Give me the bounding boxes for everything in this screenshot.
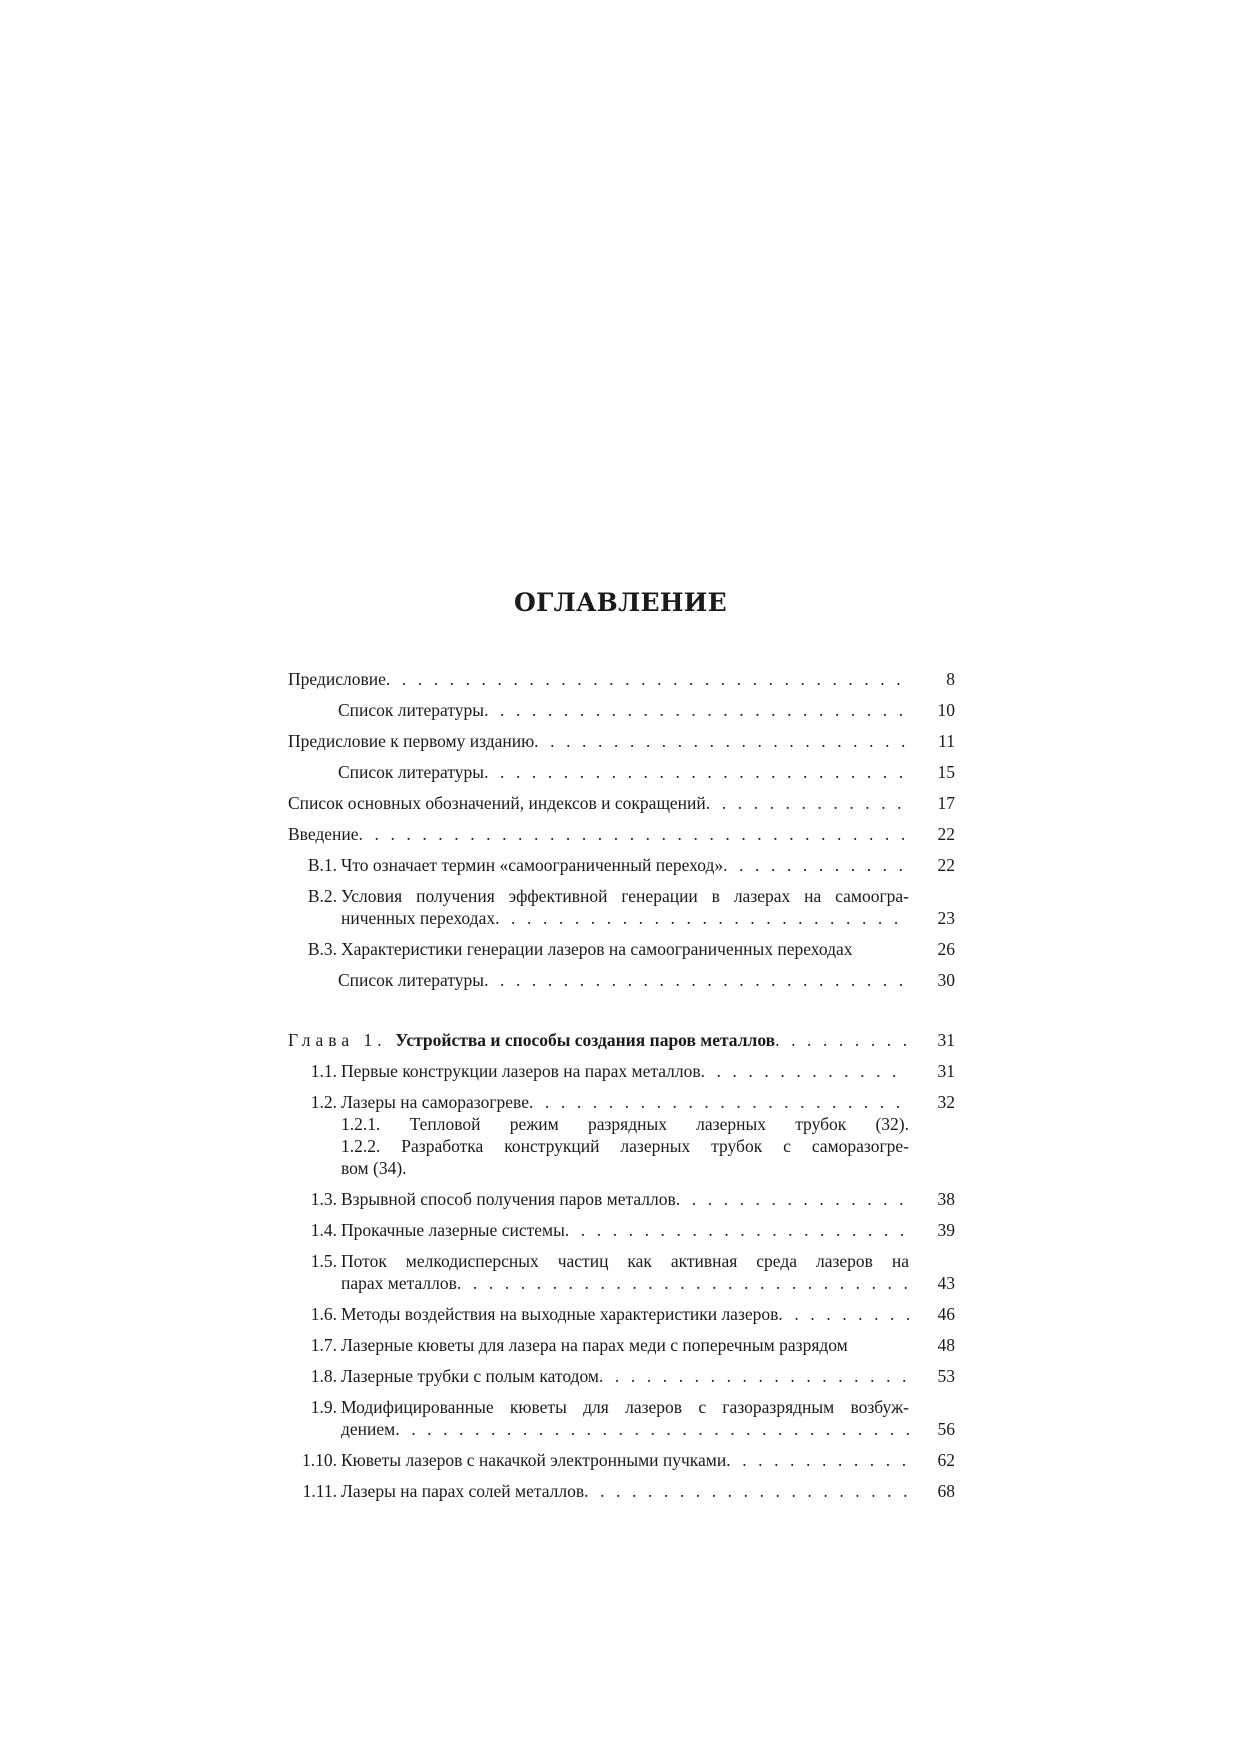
toc-page-number: 15 bbox=[937, 762, 955, 782]
dot-leader bbox=[495, 907, 909, 929]
section-number: 1.5. bbox=[310, 1251, 337, 1271]
toc-entry-1-9[interactable] bbox=[288, 1396, 955, 1440]
dot-leader bbox=[386, 668, 909, 690]
toc-page-number: 48 bbox=[937, 1335, 955, 1355]
toc-entry-label: Предисловие к первому изданию bbox=[288, 731, 535, 751]
toc-page-number: 46 bbox=[937, 1304, 955, 1324]
toc-entry-1-5[interactable] bbox=[288, 1250, 955, 1294]
section-number: 1.6. bbox=[310, 1304, 337, 1324]
toc-entry-references-2[interactable] bbox=[288, 761, 955, 783]
toc-entry-label: Кюветы лазеров с накачкой электронными пучками bbox=[341, 1450, 727, 1470]
toc-entry-introduction[interactable] bbox=[288, 823, 955, 845]
toc-entry-label: Поток мелкодисперсных частиц как активная среда лазеров на bbox=[341, 1251, 909, 1271]
dot-leader bbox=[701, 1060, 909, 1082]
section-number: 1.1. bbox=[310, 1061, 337, 1081]
subsection-1-2-2-continued: вом (34). bbox=[341, 1158, 407, 1178]
toc-entry-preface-first-edition[interactable] bbox=[288, 730, 955, 752]
toc-entry-1-10[interactable] bbox=[288, 1449, 955, 1471]
toc-page-number: 53 bbox=[937, 1366, 955, 1386]
toc-page-number: 31 bbox=[937, 1061, 955, 1081]
toc-entry-label: Взрывной способ получения паров металлов bbox=[341, 1189, 676, 1209]
dot-leader bbox=[775, 1029, 909, 1051]
toc-entry-label: Лазерные трубки с полым катодом bbox=[341, 1366, 599, 1386]
section-number: 1.11. bbox=[302, 1481, 337, 1501]
toc-entry-label-continued: дением bbox=[341, 1419, 396, 1439]
toc-entry-label: Лазеры на парах солей металлов bbox=[341, 1481, 585, 1501]
toc-entry-label: Лазерные кюветы для лазера на парах меди с поперечным разрядом bbox=[341, 1335, 848, 1355]
toc-page-number: 68 bbox=[937, 1481, 955, 1501]
section-number: 1.7. bbox=[310, 1335, 337, 1355]
subsection-1-2-1: 1.2.1. Тепловой режим разрядных лазерных трубок (32). bbox=[341, 1114, 909, 1134]
dot-leader bbox=[395, 1418, 909, 1440]
toc-entry-label: Условия получения эффективной генерации в лазерах на самоогра- bbox=[341, 886, 909, 906]
dot-leader bbox=[484, 969, 909, 991]
toc-entry-notation[interactable] bbox=[288, 792, 955, 814]
section-number: В.1. bbox=[307, 855, 337, 875]
toc-entry-label: Список литературы bbox=[338, 700, 485, 720]
dot-leader bbox=[778, 1303, 909, 1325]
toc-page-number: 8 bbox=[946, 669, 955, 689]
dot-leader bbox=[484, 761, 909, 783]
dot-leader bbox=[565, 1219, 909, 1241]
toc-entry-1-8[interactable] bbox=[288, 1365, 955, 1387]
toc-page-number: 11 bbox=[938, 731, 955, 751]
dot-leader bbox=[359, 823, 909, 845]
toc-page-number: 26 bbox=[937, 939, 955, 959]
section-number: 1.4. bbox=[310, 1220, 337, 1240]
toc-entry-label: Характеристики генерации лазеров на самоограниченных переходах bbox=[341, 939, 853, 959]
toc-entry-label: Список основных обозначений, индексов и сокращений bbox=[288, 793, 706, 813]
toc-page-number: 23 bbox=[937, 908, 955, 928]
section-number: В.2. bbox=[307, 886, 337, 906]
dot-leader bbox=[534, 730, 909, 752]
section-number: В.3. bbox=[307, 939, 337, 959]
section-number: 1.8. bbox=[310, 1366, 337, 1386]
toc-page-number: 32 bbox=[937, 1092, 955, 1112]
toc-entry-label-continued: ниченных переходах bbox=[341, 908, 496, 928]
toc-page-number: 22 bbox=[937, 824, 955, 844]
toc-entry-label: Первые конструкции лазеров на парах металлов bbox=[341, 1061, 701, 1081]
toc-page-number: 43 bbox=[937, 1273, 955, 1293]
toc-page-number: 10 bbox=[937, 700, 955, 720]
dot-leader bbox=[584, 1480, 909, 1502]
dot-leader bbox=[484, 699, 909, 721]
section-number: 1.9. bbox=[310, 1397, 337, 1417]
section-number: 1.3. bbox=[310, 1189, 337, 1209]
toc-page-number: 17 bbox=[937, 793, 955, 813]
dot-leader bbox=[529, 1091, 909, 1113]
toc-page-number: 30 bbox=[937, 970, 955, 990]
toc-page-number: 39 bbox=[937, 1220, 955, 1240]
toc-entry-label: Методы воздействия на выходные характеристики лазеров bbox=[341, 1304, 779, 1324]
toc-entry-label: Предисловие bbox=[288, 669, 386, 689]
toc-entry-references-3[interactable] bbox=[288, 969, 955, 991]
toc-entry-label: Лазеры на саморазогреве bbox=[341, 1092, 529, 1112]
toc-entry-1-3[interactable] bbox=[288, 1188, 955, 1210]
subsection-1-2-2: 1.2.2. Разработка конструкций лазерных трубок с саморазогре- bbox=[341, 1136, 909, 1156]
toc-entry-b2[interactable] bbox=[288, 885, 955, 929]
toc-entry-label: Модифицированные кюветы для лазеров с газоразрядным возбуж- bbox=[341, 1397, 909, 1417]
table-of-contents bbox=[288, 668, 955, 1511]
page-title: ОГЛАВЛЕНИЕ bbox=[513, 588, 728, 617]
toc-page-number: 22 bbox=[937, 855, 955, 875]
dot-leader bbox=[726, 1449, 909, 1471]
toc-page-number: 56 bbox=[937, 1419, 955, 1439]
toc-entry-1-2[interactable] bbox=[288, 1091, 955, 1179]
dot-leader bbox=[599, 1365, 909, 1387]
chapter-prefix: Глава 1. bbox=[288, 1030, 387, 1050]
toc-entry-label: Прокачные лазерные системы bbox=[341, 1220, 565, 1240]
toc-entry-label: Что означает термин «самоограниченный переход» bbox=[341, 855, 724, 875]
toc-entry-label: Введение bbox=[288, 824, 359, 844]
toc-page-number: 31 bbox=[937, 1030, 955, 1050]
toc-entry-1-1[interactable] bbox=[288, 1060, 955, 1082]
toc-entry-label: Список литературы bbox=[338, 762, 485, 782]
toc-entry-1-11[interactable] bbox=[288, 1480, 955, 1502]
toc-entry-label-continued: парах металлов bbox=[341, 1273, 457, 1293]
dot-leader bbox=[723, 854, 909, 876]
dot-leader bbox=[706, 792, 909, 814]
toc-entry-chapter-1[interactable] bbox=[288, 1029, 955, 1051]
toc-entry-1-4[interactable] bbox=[288, 1219, 955, 1241]
toc-page-number: 38 bbox=[937, 1189, 955, 1209]
chapter-title: Устройства и способы создания паров металлов bbox=[395, 1030, 776, 1050]
toc-entry-b3[interactable] bbox=[288, 938, 955, 960]
section-number: 1.2. bbox=[310, 1092, 337, 1112]
toc-entry-1-7[interactable] bbox=[288, 1334, 955, 1356]
section-number: 1.10. bbox=[302, 1450, 337, 1470]
dot-leader bbox=[676, 1188, 909, 1210]
toc-page-number: 62 bbox=[937, 1450, 955, 1470]
toc-entry-label: Список литературы bbox=[338, 970, 485, 990]
toc-entry-1-6[interactable] bbox=[288, 1303, 955, 1325]
toc-entry-references-1[interactable] bbox=[288, 699, 955, 721]
toc-entry-preface[interactable] bbox=[288, 668, 955, 690]
toc-entry-b1[interactable] bbox=[288, 854, 955, 876]
dot-leader bbox=[457, 1272, 909, 1294]
